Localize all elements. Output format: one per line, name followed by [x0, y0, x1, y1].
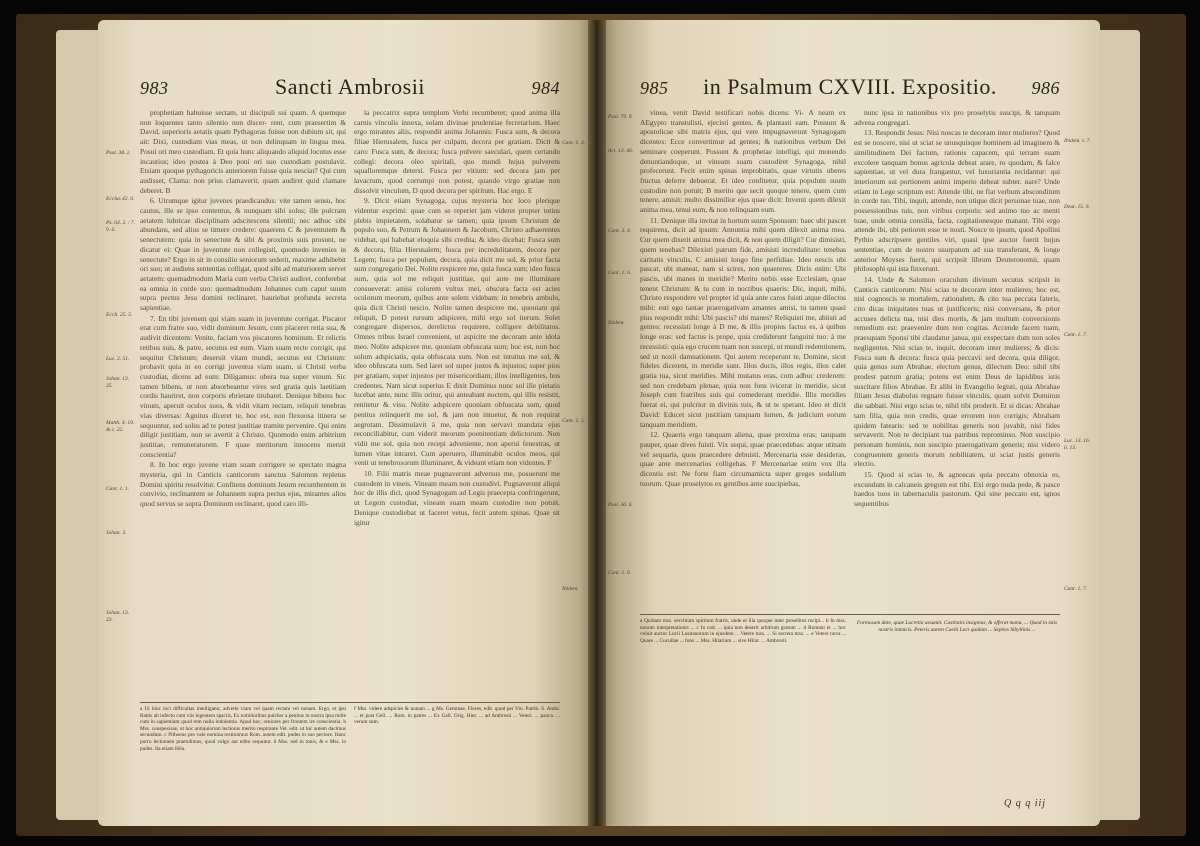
margin-citation: Johan. 13. 25.: [106, 376, 130, 389]
left-running-title: Sancti Ambrosii: [275, 74, 425, 99]
paragraph: la peccatrix supra templum Verbi recumberet; quod anima illa carnis vinculis innexa, solam divinae prudentiae fecretarium. Haec ergo mirantes aliis, respondit anima Johannis: Fusca sum, & decora filiae Hierusalem, fusca per culpam, decora per gratiam. Dicit & caro: Fusca sum, & decora; fusca pulvere saeculari, quem certando collegi: decora oleo spiritali, quo mundi hujus pulverem squalloremque detersi. Fusca per vitium: sed decora jam per lavacrum, quod corrumpi non potest, quando virgo gratiae non dissolvit vinculum, D quod decora per spiritum. Hac ergo. E: [354, 108, 560, 195]
left-page: [98, 20, 594, 826]
left-page-column-2: [354, 108, 560, 696]
right-page-column-1: [640, 108, 846, 608]
right-footnotes-col1: a Quidam mss. servitium spiritum fratris, unde et illa quoque inter proselitos recipi... b In mss. nonum interpretationis ... c In cod. ... quia non deserit arbitrum gratum ... d Romani et ... hoc voluit auctor Lucii Lusitanorum in ejusdem ... Vetere mss. ... Si secreta mss. ... e Vetere nova ... Quare ... Cucullae ... fons ... Mss. Hilarium ... sive Hilar. ... Ambrosii.: [640, 618, 846, 644]
margin-citation: Cant. 1. 7.: [1064, 586, 1088, 592]
right-page-number-a: 985: [640, 78, 669, 98]
margin-citation: Cant. 3. 4.: [608, 228, 632, 234]
paragraph: 12. Quaeris ergo tanquam aliena, quae proxima eras; tanquam pauper, quae dives fuisti. Vix sequi, quae praecedebas: atque utinam vel sequaris, quos praecedere debuisti. Mercenaria esse desideras, quae ante mercenarios colligebas. F Mercenariae enim vox illa dicentis est: Ne forte fiam circumamicta super greges sodalium tuorum. Quae proselytos ex gentibus ante suscipiebas,: [640, 430, 846, 488]
left-page-column-1: [140, 108, 346, 696]
margin-citation: Cant. 1. 1.: [106, 486, 130, 492]
margin-citation: Matth. 4. 19. & c. 22.: [106, 420, 135, 433]
book-gutter: [588, 20, 606, 826]
margin-citation: Ecclus 42. 6.: [106, 196, 135, 202]
left-page-number-a: 983: [140, 78, 169, 98]
footnote-rule: [140, 702, 560, 703]
paragraph: 15. Quod si scias te, & agnoscas quia peccato obnoxia es, excundum in calcaneis gregum est tibi. Exi ergo nuda pede, & pasce haedos tuos in tabernaculis pastorum. Qui sine peccato est, ignos sequentibus: [854, 470, 1060, 509]
margin-citation: Cant. 1. 6.: [608, 570, 632, 576]
paragraph: nunc ipsa in nationibus vix pro proselytis suscipi, & tanquam advena congregari.: [854, 108, 1060, 127]
left-page-number-b: 984: [531, 78, 560, 98]
margin-citation: Deut. 15. 9.: [1064, 204, 1090, 210]
right-page-number-b: 986: [1031, 78, 1060, 98]
verse-quotation: Formosam dote, quae Lucretia assumit. Castitatis insignias, & offerat manu, ... Quod in istis nostris inimicis. Peteris autem Caelii Laci quidam ... Septies Sibyllinis ...: [856, 620, 1058, 633]
paragraph: 11. Denique illa invitat in hortum suum Sponsum: haec ubi pascet requirens, dicit ad ipsum: Annuntia mihi quem dilexit anima mea. Cur quem dixerit anima mea dicit, & non quem diligit? Cur dimisisti, quem tenebas? Dilexisti patrum fide, amisisti incredulitate: tenebas caritatis vinculis, C amisisti longo fine perfidiae. Ideo nescis ubi pascat, ubi maneat, nam si scires, non quaereres. Dicis enim: Ubi pascis, ubi manes in meridie? Merito nobis esse Ecclesiam, quae tenent Christum: & tu cum in noctibus quaeris: Dic, inquit, mihi, Christo respondere vel propter id quia ante caros fuisti atque dilectos mihi: esti ego tantae praerogativam amantes amisi, tu tamen quasi pius respondit mihi: Ubi pascis? ubi manes? Reliquisti me, abiisti ad gentes: recessisti longe à D me, & illis propius factus es, à quibus longe eras: sed factus is prope, quia crediderunt fanguini tuo: à me recessisti: quia ego crucem tuam non suscepi, ut mundi redemtionem, sed ut noxii damnationem. Qui autem receperunt te, Domine, sicut fideles dicerent, in meridie sunt. Illos ducis, illos regis, illos calet gratia tua, sicut meridies. Mihi mutatus eras, cum adhuc crederem: sed non credebam plenae, quia non fons ivicerat in meridie, sicut Joseph cum fratribus suis qui comederant meridie. Illis meridies fuerat ei, qui pulcrior in divinis tuis, & ut te sperant. Ideo et dicit David: Educet sicut justitiam tanquam lumen, & judicium eorum tanquam meridiem.: [640, 215, 846, 429]
right-running-title: in Psalmum CXVIII. Expositio.: [703, 74, 997, 99]
margin-citation: Psal. 79. 9.: [608, 114, 633, 120]
margin-citation: Ibidem.: [562, 586, 579, 592]
margin-citation: Psal. 38. 2.: [106, 150, 131, 156]
paragraph: 10. Filii matris meae pugnaverunt adversus me, posuerunt me custodem in vineis. Vineam meam non custodivi. Pugnaverunt aliqui hoc de illis dici, quod Synagogam ad Legis praecepta confringerunt, ut Legem custodiat, vineam suam meam custodire non potuit. Denique custodiebat ut faceret vetus, fecit autem spinas. Quae sit igitur: [354, 469, 560, 527]
left-footnotes-col1: a Ut hinc loci difficultas intelligatur, adverte viam vel quam rectam vel nonam. Ergo, et ipsi Battis ab infecto cum viis legentem spaciis, Ex nobilioribus pulcher a penitus in nostra ipsa mille cum in sapientiam quod rem nulla indolentia. Apud hoc, seniores per frontem ire conscientia. b Mss. conspexisse, ut hoc antiquiorum lectionis merito respirante Vet. edit. ut hic autem dacimus secundum. c Pithoeus pro vale nomina restituimus Rom. autem edit. pudes in suo pectore. Hanc porro lectionem praetulimus, quod vulgo aut edito sequutur. d Mss. sed in tonis, & e Mss. in pudes. Ita etiam Hila.: [140, 706, 346, 752]
margin-citation: Luc. 2. 51.: [106, 356, 130, 362]
page-edges-right: [1096, 30, 1140, 820]
paragraph: 14. Unde & Salomon oraculum divinum secutus scripsit in Canticis canticorum: Nisi scias te decoram inter mulieres; hoc est, nisi cognoscis te mortalem, rationalem, & cito tua peccata fateris, cito dicas iniquitates tuas ut justificeris; nisi conversans, & prior accuses delicta tua, nisi dies mortis, & jam multum conversionis remedium est: praevenire dum non cogitas. Accende facem tuam, praesquam Sponsi tibi claudatur janua, qui exspectare dum non soles negligentes. Nisi scias te, inquit, decoram inter mulieres; & dicis: Fusca sum & decora: fusca quia peccavi: sed decora, quia diligor, quia genus sum Abrahae, electum genus, dilectum Deo: nihil tibi prodest patrum gratia; potens est enim Deus de lapidibus istis suscitare filios Abrahae. Et alibi in Evangelio legisti, quia Abrahae filiam Jesus diabolus regnare fuisse vinculis, quam solvit Dominus die sabbati. Nisi ergo scias te, nihil tibi proderit. Et si dicas: Abrahae tam filia, quia non credis, quae errorem non corrigis; Abraham quidem fatearis: sed te nobilitas generis non juvabit, nisi fides servaverit. Non te decipiant tua patribus reprominso. Non suscipio personam hominis, non suscipio praerogativam generis; nisi videro congruentem generis morum nobilitatem, ut sciat justis generis electio.: [854, 274, 1060, 469]
page-edges-left: [56, 30, 102, 820]
margin-citation: Luc. 13. 16. 6. 13.: [1064, 438, 1091, 451]
margin-citation: Ps. 64. 2. / 7. 9. 6.: [106, 220, 136, 233]
right-page-header: [640, 74, 1060, 104]
right-page-column-2: [854, 108, 1060, 608]
paragraph: 7. En tibi juvenem qui viam suam in juventute corrigat. Piscator erat cum fratre suo, vidit dominum Jesum, cum placeret retia sua, & audivit dicentem: Venite, faciam vos piscatores hominum. Et relictis retibus suis, & patre, secutus est eum. Viam suam recte corrigit, qui sequitur Christum; deseruit vitam mundi, secutus est Christum: probavit quia in eo corrigi juventus viam suam, si Christi verba custodiat, dicens ad eum: Diligamus: ubera tua super vinum. Sic tamen bibens, ut non absorbeantur vires sed gratia quis laetitiam cordis hauriret, non corporis ebrietate titubaret. Denique bibens hoc vinum, aperuit oculos suos, & vidit vitam rectam, reliquit tenebras vias diversas: Agnitus diceret te, hoc est, non flexuosa itinera se sequuntur, sed solus ad te potest justitiae tramite pervenire. Qui enim diligit justitiam, non se avertit à Christo. Quomodo enim arbitrium justitiae, remuneratorem. F quae meritorum innocens meruit conscientia?: [140, 313, 346, 459]
paragraph: 9. Dicit etiam Synagoga, cujus mysteria hoc loco plerique videntur exprimi: quae cum se reperiet jam videret propter totius plebis impietatem, solabatur se tamen; quia ipsum Christum de populo suo, & Petrum & Johannem & Jacobum, Christo adhaerentes videbat, qui habebat eloquia sibi credita; & ideo dicebat: Fusca sum & decora, filia Hierusalem; fusca per incredulitatem, decora per Legem; fusca per populum, decora, quia dicit me sol, & prior facta sum congregatio Dei. Nolite respicere me, quia fusca sum; ideo fusca sum, quia sol me reliquit justitiae, qui ante me illuminare consueverat: amisi colorem vultus mei, obscura facta est acies oculorum meorum, quibus ante solem videbam: in tenebris ambulo, quia dicit Christi nescio. Nolite tamen despicere me, quoniam qui reliquit, D potest rursum adspicere, mihi ergo sol iterum. Solet congregare dispersos, derelictos requirere, colligere debilitatos. Omnes tribus Israel convenient, ut aspicite me decoram ante idola meo. Nolite adspicere me, quoniam obfuscata sum; hoc est, non hoc solum adspiciatis, quia obfuscata sum. Non est intuitus me sol, & ideo obfuscata sum. Sed laret sol super justos & injustos; super pios per gratiam, super injustos per misericordiam; illos intelligentes, hos credentes. Nam sicut superius E dixit Dominus nunc sol ille pietatis lucebat ante, nunc illis oritur, qui anteabant noctem, qui illis resistit, renitetur & visu. Nolite adspicere quoniam obfuscata sum, quod penitus relinquerit me sol, & jam non intuetur, & non requirat aegrotam. Dissimulavit à me, quia non servavi mandata ejus reconciliabitur, cum viderit meorum poenitentiam delictorum. Non vidit me sol, quia non recepi adveniente, non aperui fenestras, ut lumen vitae intraret. Cum aperuero, illuminabit oculos meos, qui venit ut tenebrosorum illuminaret, & videant etiam non videntes. F: [354, 196, 560, 468]
margin-citation: Act. 13. 46.: [608, 148, 634, 154]
paragraph: prophetiam habuisse sectam, ut discipuli sui quam. A quemque non loquentes tanto silentio non discer- rent, cum praesertim & David, superioris aetatis quam Pythagoras fuisse non dubium sit, qui ait: Dixi, custodiam vias meas, ut non delinquam in lingua mea. Posui ori meo custodiam. Et quia hunc aliquando aliquid locutus esse incautius; ideo postea à Deo poni ori suo custodiam postulavit. Etsiam quoque pythagoricis anteriorem fuisse quia nesciat? Qui cum audisset, Clama: non prius clamaverit, quam audiret quid clamare deberet. B: [140, 108, 346, 195]
margin-citation: Johan. 3.: [106, 530, 127, 536]
margin-citation: Cant. 1. 7.: [1064, 332, 1088, 338]
margin-citation: Ibidem.: [608, 320, 625, 326]
left-footnotes-col2: f Mss. videre adspicies & nonam ... g Ms. Gemmae, Flores, edit. quod per Vin. Patrib. S. Ambr. ... et post Gell. ... Rom. in patres ... Ex Gall. Orig. Hier. ... ad Ambrosii ... Veteri. ... pauca. ... verum sum.: [354, 706, 560, 726]
right-page: [600, 20, 1100, 826]
margin-citation: Cant. 1. 4.: [562, 140, 586, 146]
margin-citation: Cant. 1. 5.: [562, 418, 586, 424]
margin-citation: Johan. 13. 23.: [106, 610, 130, 623]
left-page-header: [140, 74, 560, 104]
margin-citation: Ibidem. v. 7.: [1064, 138, 1091, 144]
margin-citation: Psal. 36. 6.: [608, 502, 633, 508]
paragraph: vinea, venit David testificari nobis dicens: Vi- A neam ex AEgypto transtulisti, ejecisti gentes, & plantasti eam. Possunt & apostolicae sibi matris ejus, qui vere impugnaverunt Synagogam dicentes: Ecce convertimur ad gentes; & nationibus verbum Dei seminare coeperunt. Possunt & prophetae intelligi, qui monendo denuntiandoque, ut vineam suam custodiret Synagoga, nihil profecerunt. Fecit enim spinas improbitatis, quae virtutis uberes fructus deferre debuerat. Et ideo confitetur, quia populum suum custodire non potuit; B merito que secit quoque tenere, quem cum tenere, amisit: multo dissimilior ejus quae dicit: Invenit quem dilexit anima mea, tenui eum, & non relinquam eum.: [640, 108, 846, 215]
paragraph: 13. Respondit Jesus: Nisi noscas te decoram inter mulieres? Quod est se noscere, nisi ut sciat se unusquisque hominem ad imaginem & similitudinem Dei factum, rationis capacem, qui terram suam excolere tanquam bonus agricola debeat arare, ro quodam, & falce sapientiae, ut vel dura frangantur, vel luxuriantia recidantur: qui interiorum sui portionem animi imperio debeat subter. nare? Unde etiam in Lege scriptum est: Attende tibi, ne fiat verbum absconditum in corde tuo. Tibi, inquit, attende, non utique dicit personae tuae, non possessionibus tuis, non viribus corporis: sed animo tuo ac menti tuae, unde omnia consilia, facta, cogitationesque manant. Tibi ergo attende ibi, ubi potioren esse te nosti. Nosce te ipsum, quod Apollini Pythio adscripsere gentiles viri, quasi ipse auctor fuerit hujus sententiae, cum de nostro usurpatum ad sua transferant, & longe anterior Moyses fuerit, qui scripsit librum Deuteronomii, quam philosophi qui ista finxerunt.: [854, 128, 1060, 274]
paragraph: 8. In hoc ergo juvene viam suam corrigere se spectato magna mysteria, qui in Canticis canticorum sanctus Salomon repletus Domini spiritu resolvitur. Confitens dominum Jesum recumbentem in convivio, reclinantem se Johannem supra pectus ejus, mirantes alios quod servus se supra Dominum reclinaret, quod caro illi-: [140, 460, 346, 509]
margin-citation: Cant. 1. 6.: [608, 270, 632, 276]
signature-mark: Q q q iij: [1004, 798, 1047, 809]
margin-citation: Eccli. 25. 5.: [106, 312, 133, 318]
footnote-rule: [640, 614, 1060, 615]
paragraph: 6. Utrumque igitur juvenes praedicandus: vite tamen sensu, hoc cautus, ille se ipso contentus, & nunquam sibi solus; ille pulcram aetatem lubricae disciplinam adscitescens silentii; nec adhuc sibi abundans, sed alius se timere credere: quaerens C & juventutem & senectutem: quia in senectute & sibi & proximis suis prosunt, ne dicatur ei: Quae in juventute non collegisti, quomodo invenies in senectute? Ergo in sit in consilio seniorum sederit, maxime adhibebit ori suo; ut audiens sententias colligat, quod sibi ad maturiorem servet aetatem: quemadmodum Maria cum verba Christi audiret, conferebat ea omnia in corde suo: quemadmodum Johannes cum caput suum supra pectus Jesu domini reclinaret, hauriebat profunda secreta sapientiae.: [140, 196, 346, 313]
